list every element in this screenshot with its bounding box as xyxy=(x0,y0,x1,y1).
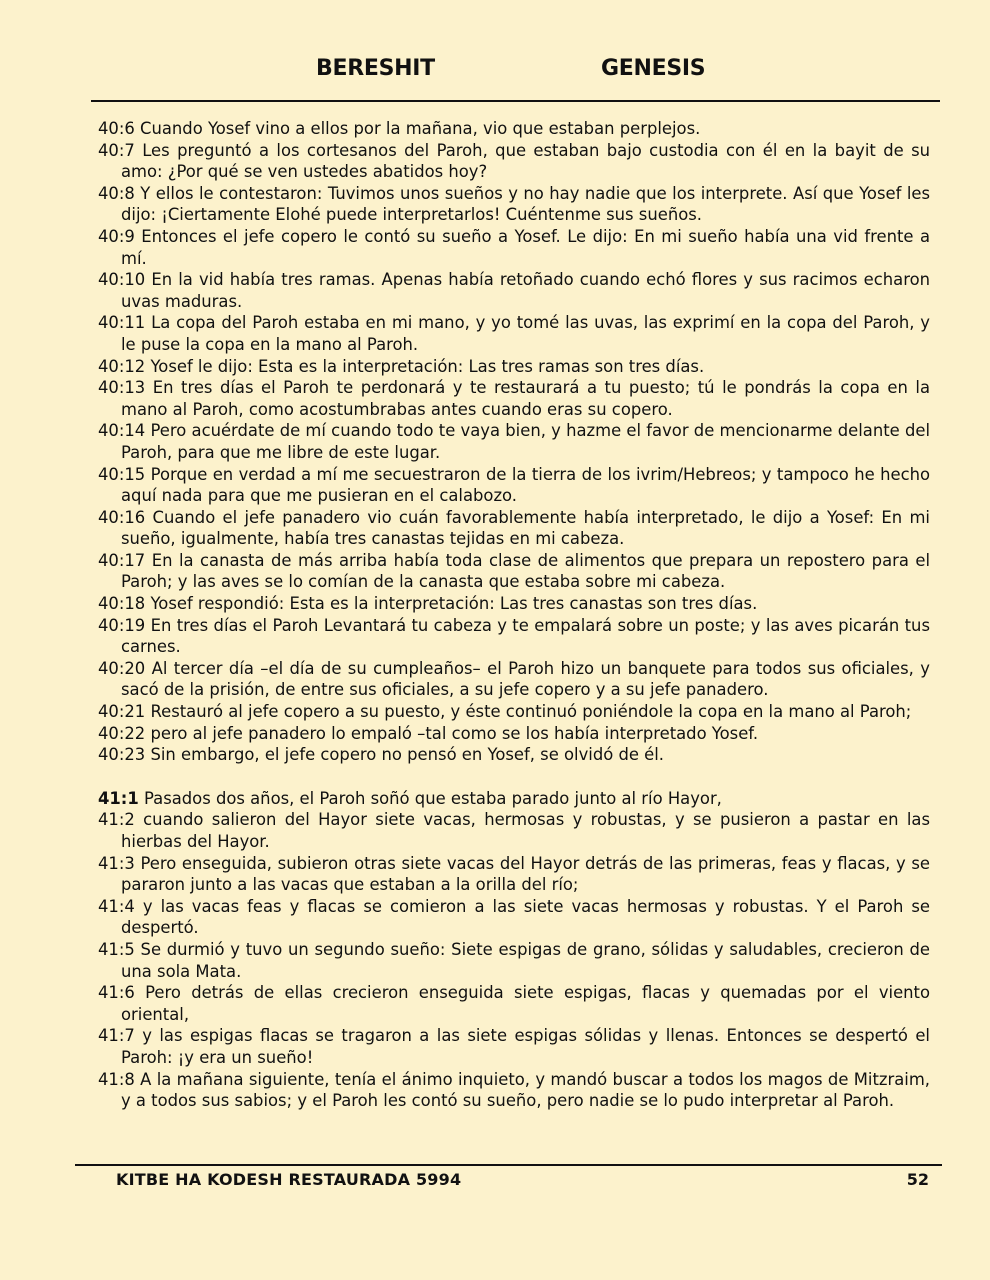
verse-ref: 40:22 xyxy=(98,723,146,743)
verse-ref: 40:9 xyxy=(98,226,135,246)
verse-ref: 40:16 xyxy=(98,507,146,527)
verse-text: Pasados dos años, el Paroh soñó que estaba parado junto al río Hayor, xyxy=(144,788,722,808)
verse xyxy=(98,939,930,982)
verse-ref: 40:11 xyxy=(98,313,146,333)
verse-ref: 40:6 xyxy=(98,119,135,138)
verse xyxy=(98,723,930,745)
verse xyxy=(98,550,930,593)
verse xyxy=(98,356,930,378)
verse-ref: 40:14 xyxy=(98,421,146,441)
verse-ref: 41:1 xyxy=(98,788,139,808)
verse-text: y las espigas flacas se tragaron a las siete espigas sólidas y llenas. Entonces se despertó el Paroh: ¡y era un sueño! xyxy=(121,1026,930,1067)
chapter-gap xyxy=(98,766,930,788)
verse xyxy=(98,744,930,766)
verse-ref: 40:12 xyxy=(98,356,146,376)
verse-text: Pero acuérdate de mí cuando todo te vaya bien, y hazme el favor de mencionarme delante del Paroh, para que me libre de este lugar. xyxy=(121,421,931,462)
verse-ref: 41:5 xyxy=(98,939,135,959)
header-book-hebrew: BERESHIT xyxy=(316,56,435,81)
verse-ref: 40:23 xyxy=(98,745,146,765)
page-footer xyxy=(0,1170,990,1194)
verse xyxy=(98,140,930,183)
verse-ref: 40:19 xyxy=(98,615,146,635)
verse xyxy=(98,420,930,463)
verse xyxy=(98,269,930,312)
page-number: 52 xyxy=(906,1170,929,1189)
verse-ref: 41:4 xyxy=(98,896,135,916)
verse-ref: 40:15 xyxy=(98,464,146,484)
verse-ref: 41:2 xyxy=(98,810,135,830)
verse xyxy=(98,226,930,269)
verse-ref: 41:3 xyxy=(98,853,135,873)
verse-text: Se durmió y tuvo un segundo sueño: Siete espigas de grano, sólidas y saludables, crecieron de una sola Mata. xyxy=(121,939,930,981)
verse-text: Cuando el jefe panadero vio cuán favorablemente había interpretado, le dijo a Yosef: En mi sueño, igualmente, había tres canastas tejidas en mi cabeza. xyxy=(121,507,930,549)
verse xyxy=(98,118,930,140)
verse-text: A la mañana siguiente, tenía el ánimo inquieto, y mandó buscar a todos los magos de Mitzraim, y a todos sus sabios; y el Paroh les contó su sueño, pero nadie se lo pudo interpretar al Paroh. xyxy=(121,1069,930,1111)
verse xyxy=(98,1025,930,1068)
header-book-spanish: GENESIS xyxy=(601,56,706,81)
verse-text: pero al jefe panadero lo empaló –tal como se los había interpretado Yosef. xyxy=(150,723,759,743)
footer-title: KITBE HA KODESH RESTAURADA 5994 xyxy=(116,1170,462,1189)
verse-text: En tres días el Paroh te perdonará y te restaurará a tu puesto; tú le pondrás la copa en la mano al Paroh, como acostumbrabas antes cuando eras su copero. xyxy=(121,378,930,419)
verse-text: Restauró al jefe copero a su puesto, y éste continuó poniéndole la copa en la mano al Paroh; xyxy=(150,702,912,722)
verse-text: Pero detrás de ellas crecieron enseguida siete espigas, flacas y quemadas por el viento oriental, xyxy=(121,983,930,1024)
verse xyxy=(98,896,930,939)
verse-text: Sin embargo, el jefe copero no pensó en Yosef, se olvidó de él. xyxy=(150,745,665,765)
verse-ref: 41:8 xyxy=(98,1069,135,1089)
verse-text: Les preguntó a los cortesanos del Paroh, que estaban bajo custodia con él en la bayit de su amo: ¿Por qué se ven ustedes abatidos hoy? xyxy=(121,140,931,182)
verse-ref: 40:18 xyxy=(98,594,146,614)
verse-text: y las vacas feas y flacas se comieron a las siete vacas hermosas y robustas. Y el Paroh se despertó. xyxy=(121,896,930,938)
verse xyxy=(98,809,930,852)
verse-text: Yosef le dijo: Esta es la interpretación: Las tres ramas son tres días. xyxy=(150,356,705,376)
chapter-40 xyxy=(98,118,930,766)
verse xyxy=(98,658,930,701)
verse-ref: 40:7 xyxy=(98,140,135,160)
verse-text: En la canasta de más arriba había toda clase de alimentos que prepara un repostero para el Paroh; y las aves se lo comían de la canasta que estaba sobre mi cabeza. xyxy=(121,550,931,592)
verse xyxy=(98,593,930,615)
verse-ref: 40:8 xyxy=(98,183,135,203)
scripture-text xyxy=(98,118,930,1112)
verse-ref: 40:10 xyxy=(98,270,146,290)
verse-ref: 40:13 xyxy=(98,378,146,398)
verse-ref: 40:17 xyxy=(98,550,146,570)
verse-text: Porque en verdad a mí me secuestraron de la tierra de los ivrim/Hebreos; y tampoco he hecho aquí nada para que me pusieran en el calabozo. xyxy=(121,464,930,506)
verse-ref: 40:21 xyxy=(98,702,146,722)
verse xyxy=(98,507,930,550)
verse-text: Entonces el jefe copero le contó su sueño a Yosef. Le dijo: En mi sueño había una vid frente a mí. xyxy=(121,226,930,268)
verse-ref: 40:20 xyxy=(98,658,146,678)
verse xyxy=(98,377,930,420)
verse xyxy=(98,853,930,896)
verse xyxy=(98,464,930,507)
verse xyxy=(98,1069,930,1112)
verse xyxy=(98,183,930,226)
page-header xyxy=(0,56,990,92)
verse xyxy=(98,312,930,355)
verse-text: cuando salieron del Hayor siete vacas, hermosas y robustas, y se pusieron a pastar en las hierbas del Hayor. xyxy=(121,810,930,851)
verse-text: Y ellos le contestaron: Tuvimos unos sueños y no hay nadie que los interprete. Así que Yosef les dijo: ¡Ciertamente Elohé puede interpretarlos! Cuéntenme sus sueños. xyxy=(121,183,930,225)
verse xyxy=(98,701,930,723)
verse-text: Al tercer día –el día de su cumpleaños– el Paroh hizo un banquete para todos sus oficiales, y sacó de la prisión, de entre sus oficiales, a su jefe copero y a su jefe panadero. xyxy=(121,658,930,700)
verse-ref: 41:7 xyxy=(98,1026,135,1046)
verse-text: La copa del Paroh estaba en mi mano, y yo tomé las uvas, las exprimí en la copa del Paroh, y le puse la copa en la mano al Paroh. xyxy=(121,313,930,354)
verse-text: Yosef respondió: Esta es la interpretación: Las tres canastas son tres días. xyxy=(150,594,758,614)
footer-rule xyxy=(75,1164,942,1166)
verse-text: Pero enseguida, subieron otras siete vacas del Hayor detrás de las primeras, feas y flacas, y se pararon junto a las vacas que estaban a la orilla del río; xyxy=(121,853,930,895)
verse xyxy=(98,615,930,658)
verse-text: En la vid había tres ramas. Apenas había retoñado cuando echó flores y sus racimos echaron uvas maduras. xyxy=(121,270,930,311)
verse-ref: 41:6 xyxy=(98,983,135,1003)
verse-text: Cuando Yosef vino a ellos por la mañana, vio que estaban perplejos. xyxy=(140,119,701,138)
verse xyxy=(98,982,930,1025)
chapter-41 xyxy=(98,788,930,1112)
verse-text: En tres días el Paroh Levantará tu cabeza y te empalará sobre un poste; y las aves picarán tus carnes. xyxy=(121,615,930,657)
verse xyxy=(98,788,930,810)
header-rule xyxy=(91,100,940,102)
